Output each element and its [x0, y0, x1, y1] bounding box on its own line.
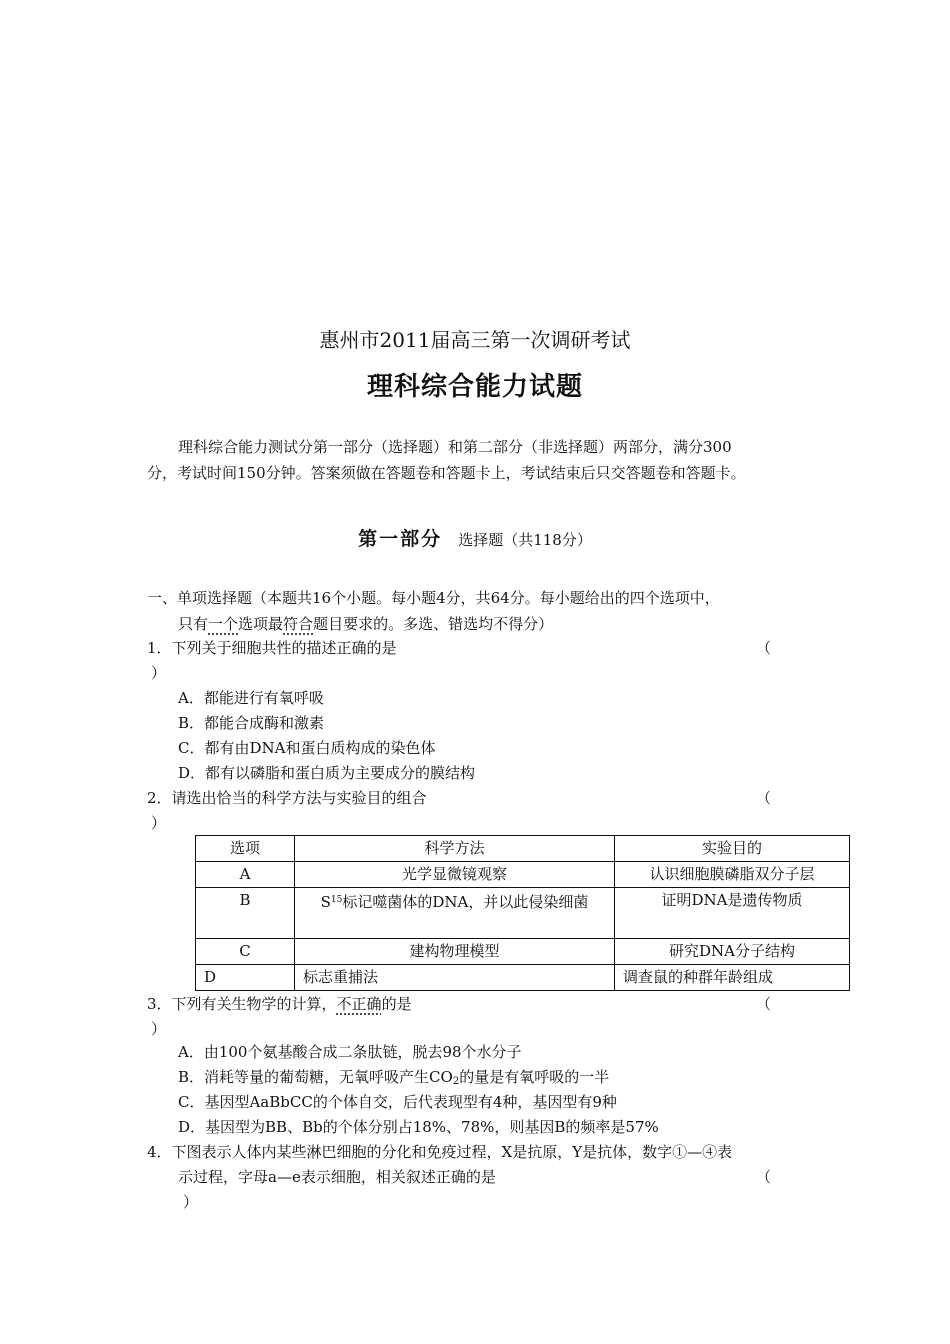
table-cell: 光学显微镜观察: [295, 862, 615, 888]
q4-answer-close: ）: [183, 1193, 199, 1211]
emphasis-one: 一个: [208, 615, 239, 633]
part-heading: [0, 530, 950, 549]
q3-option-c: C．基因型AaBbCC的个体自交，后代表现型有4种，基因型有9种: [178, 1093, 617, 1111]
q1-option-b: B．都能合成酶和激素: [178, 714, 325, 732]
exam-subtitle: 惠州市2011届高三第一次调研考试: [319, 328, 631, 352]
table-cell: C: [196, 939, 295, 965]
emphasis-match: 符合: [283, 615, 314, 633]
q1-option-d: D．都有以磷脂和蛋白质为主要成分的膜结构: [178, 764, 476, 782]
table-cell: 调查鼠的种群年龄组成: [615, 965, 850, 991]
part-heading-sub: 选择题（共118分）: [458, 531, 592, 549]
section-instructions-line-2: 只有一个选项最符合题目要求的。多选、错选均不得分）: [178, 615, 554, 633]
methods-table: [195, 835, 850, 991]
table-cell: 证明DNA是遗传物质: [615, 888, 850, 939]
table-cell: 认识细胞膜磷脂双分子层: [615, 862, 850, 888]
table-cell: D: [196, 965, 295, 991]
intro-line-1: 理科综合能力测试分第一部分（选择题）和第二部分（非选择题）两部分，满分300: [178, 438, 732, 456]
q2-answer-close: ）: [151, 814, 167, 832]
part-heading-main: 第一部分: [358, 528, 443, 550]
table-cell: A: [196, 862, 295, 888]
table-header-row: [196, 836, 850, 862]
q1-stem: 1．下列关于细胞共性的描述正确的是: [147, 639, 397, 657]
table-cell: B: [196, 888, 295, 939]
table-cell: 建构物理模型: [295, 939, 615, 965]
table-header-cell: 选项: [196, 836, 295, 862]
table-cell: $S^{15}$标记噬菌体的DNA，并以此侵染细菌: [295, 888, 615, 939]
q3-option-d: D．基因型为BB、Bb的个体分别占18%、78%，则基因B的频率是57%: [178, 1118, 659, 1136]
exam-title: 理科综合能力试题: [366, 372, 583, 402]
emphasis-incorrect: 不正确: [336, 995, 382, 1013]
q1-answer-open: （: [756, 639, 772, 657]
table-row: [196, 965, 850, 991]
q4-answer-open: （: [756, 1168, 772, 1186]
q1-option-a: A．都能进行有氧呼吸: [178, 689, 324, 707]
q3-stem: 3．下列有关生物学的计算，不正确的是: [147, 995, 412, 1013]
table-row: [196, 888, 850, 939]
table-row: [196, 939, 850, 965]
q3-answer-close: ）: [151, 1020, 167, 1038]
q4-stem-line-1: 4．下图表示人体内某些淋巴细胞的分化和免疫过程，X是抗原，Y是抗体，数字①—④表: [147, 1143, 733, 1161]
table-cell: 研究DNA分子结构: [615, 939, 850, 965]
q2-answer-open: （: [756, 789, 772, 807]
section-instructions-line-1: 一、单项选择题（本题共16个小题。每小题4分，共64分。每小题给出的四个选项中，: [147, 589, 720, 607]
q1-option-c: C．都有由DNA和蛋白质构成的染色体: [178, 739, 436, 757]
q4-stem-line-2: 示过程，字母a—e表示细胞，相关叙述正确的是: [178, 1168, 496, 1186]
q1-answer-close: ）: [151, 664, 167, 682]
q3-option-a: A．由100个氨基酸合成二条肽链，脱去98个水分子: [178, 1043, 522, 1061]
q3-option-b: B．消耗等量的葡萄糖，无氧呼吸产生$CO_2$的量是有氧呼吸的一半: [178, 1068, 610, 1087]
q3-answer-open: （: [756, 995, 772, 1013]
table-header-cell: 科学方法: [295, 836, 615, 862]
intro-line-2: 分，考试时间150分钟。答案须做在答题卷和答题卡上，考试结束后只交答题卷和答题卡。: [147, 464, 746, 482]
table-row: [196, 862, 850, 888]
q2-stem: 2．请选出恰当的科学方法与实验目的组合: [147, 789, 427, 807]
table-header-cell: 实验目的: [615, 836, 850, 862]
table-cell: 标志重捕法: [295, 965, 615, 991]
